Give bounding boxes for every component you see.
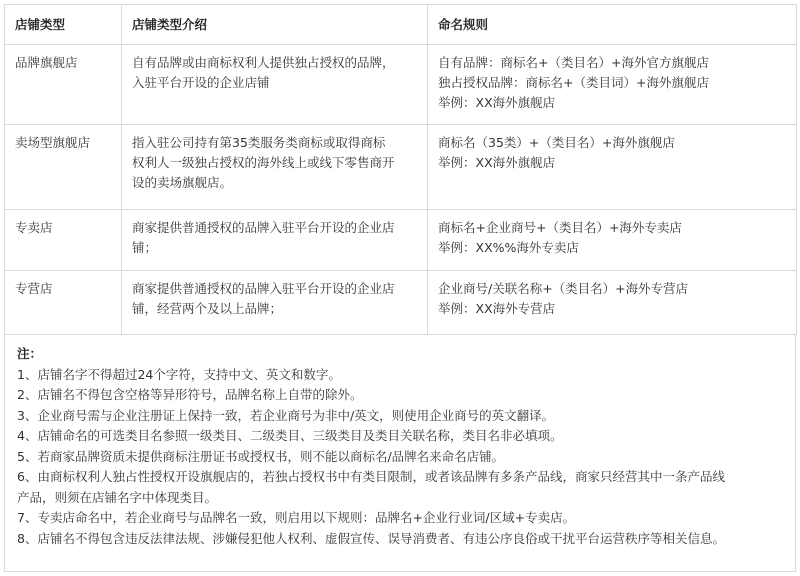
table-row xyxy=(5,271,797,335)
rule-line: 举例：XX海外旗舰店 xyxy=(438,95,556,110)
store-type-cell: 卖场型旗舰店 xyxy=(5,125,122,210)
table-header-row xyxy=(5,5,797,45)
header-store-type: 店铺类型 xyxy=(5,5,122,45)
table-row xyxy=(5,125,797,210)
store-type-cell: 品牌旗舰店 xyxy=(5,45,122,125)
store-intro-cell xyxy=(122,125,428,210)
store-type-cell: 专营店 xyxy=(5,271,122,335)
note-item: 6、由商标权利人独占性授权开设旗舰店的，若独占授权书中有类目限制，或者该品牌有多条产品线，商家只经营其中一条产品线 xyxy=(17,469,725,484)
intro-line: 铺； xyxy=(132,240,158,255)
intro-line: 设的卖场旗舰店。 xyxy=(132,175,233,190)
store-intro-cell xyxy=(122,210,428,271)
rule-line: 举例：XX海外专营店 xyxy=(438,301,556,316)
store-type-cell: 专卖店 xyxy=(5,210,122,271)
table-row xyxy=(5,210,797,271)
rule-line: 自有品牌：商标名+（类目名）+海外官方旗舰店 xyxy=(438,55,709,70)
note-item: 3、企业商号需与企业注册证上保持一致，若企业商号为非中/英文，则使用企业商号的英文翻译。 xyxy=(17,407,555,423)
rule-line: 举例：XX海外旗舰店 xyxy=(438,155,556,170)
note-item: 4、店铺命名的可选类目名参照一级类目、二级类目、三级类目及类目关联名称，类目名非必填项。 xyxy=(17,428,563,443)
table-row xyxy=(5,45,797,125)
naming-rule-cell xyxy=(428,125,797,210)
rule-line: 商标名+企业商号+（类目名）+海外专卖店 xyxy=(438,220,682,235)
intro-line: 商家提供普通授权的品牌入驻平台开设的企业店 xyxy=(132,220,395,235)
naming-rule-cell xyxy=(428,210,797,271)
notes-section xyxy=(4,334,796,572)
notes-title: 注： xyxy=(17,346,43,361)
intro-line: 自有品牌或由商标权利人提供独占授权的品牌， xyxy=(132,55,395,70)
note-item: 5、若商家品牌资质未提供商标注册证书或授权书，则不能以商标名/品牌名来命名店铺。 xyxy=(17,448,505,464)
intro-line: 权利人一级独占授权的海外线上或线下零售商开 xyxy=(132,155,395,170)
store-intro-cell xyxy=(122,271,428,335)
note-item: 1、店铺名字不得超过24个字符，支持中文、英文和数字。 xyxy=(17,366,341,382)
note-item: 2、店铺名不得包含空格等异形符号，品牌名称上自带的除外。 xyxy=(17,387,363,402)
intro-line: 铺，经营两个及以上品牌； xyxy=(132,301,283,316)
rule-line: 企业商号/关联名称+（类目名）+海外专营店 xyxy=(438,281,689,296)
note-item: 产品，则须在店铺名字中体现类目。 xyxy=(17,489,218,505)
header-store-intro: 店铺类型介绍 xyxy=(122,5,428,45)
store-intro-cell xyxy=(122,45,428,125)
rule-line: 独占授权品牌：商标名+（类目词）+海外旗舰店 xyxy=(438,75,709,90)
intro-line: 商家提供普通授权的品牌入驻平台开设的企业店 xyxy=(132,281,395,296)
intro-line: 入驻平台开设的企业店铺 xyxy=(132,75,270,90)
intro-line: 指入驻公司持有第35类服务类商标或取得商标 xyxy=(132,135,386,150)
rule-line: 举例：XX%%海外专卖店 xyxy=(438,240,579,255)
header-naming-rule: 命名规则 xyxy=(428,5,797,45)
naming-rule-cell xyxy=(428,45,797,125)
store-type-table xyxy=(4,4,797,335)
naming-rule-cell xyxy=(428,271,797,335)
note-item: 7、专卖店命名中，若企业商号与品牌名一致，则启用以下规则：品牌名+企业行业词/区域+专卖店。 xyxy=(17,510,576,525)
note-item: 8、店铺名不得包含违反法律法规、涉嫌侵犯他人权利、虚假宣传、误导消费者、有违公序良俗或干扰平台运营秩序等相关信息。 xyxy=(17,530,725,546)
rule-line: 商标名（35类）+（类目名）+海外旗舰店 xyxy=(438,135,675,150)
